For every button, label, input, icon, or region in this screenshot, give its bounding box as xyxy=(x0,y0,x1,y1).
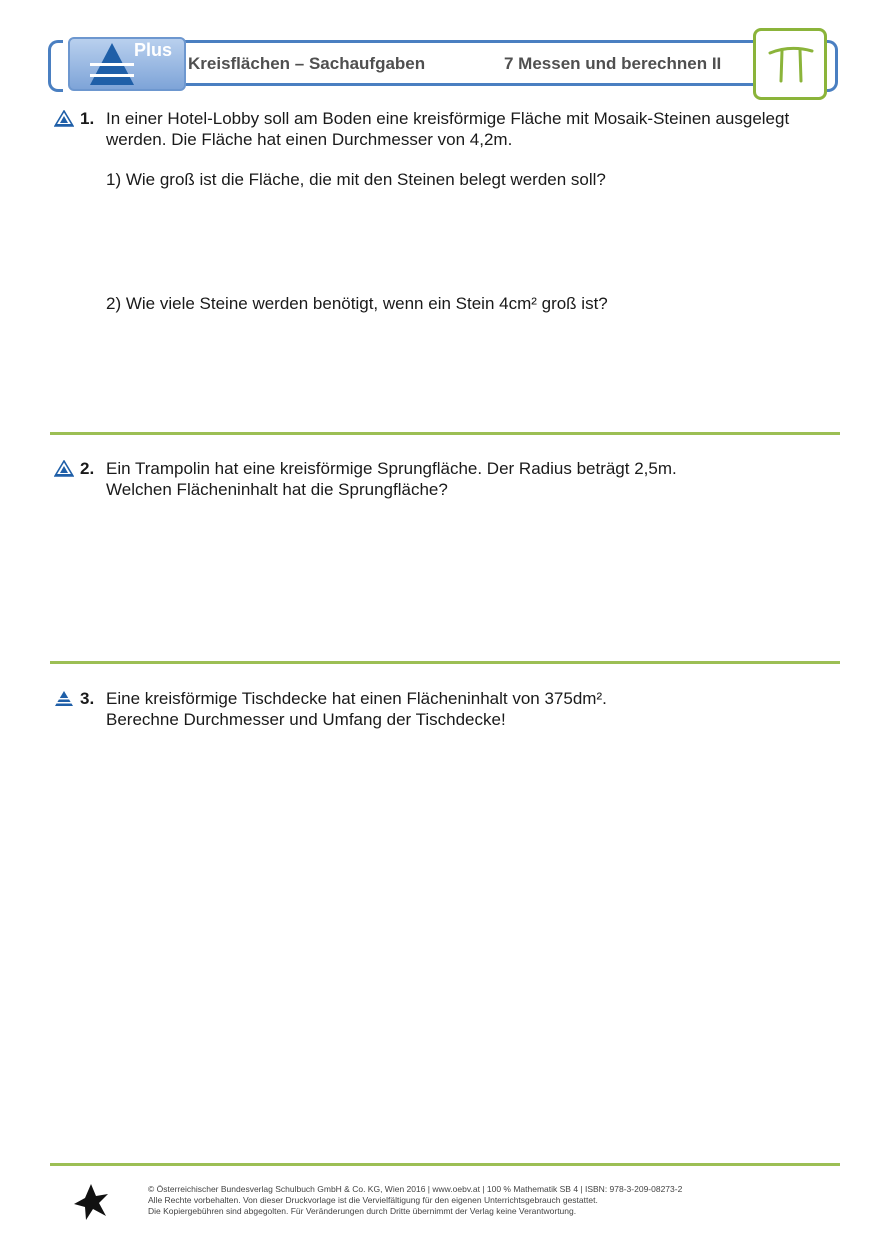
pi-badge xyxy=(753,28,827,100)
task-text xyxy=(106,108,846,150)
task-text-line: werden. Die Fläche hat einen Durchmesser von 4,2m. xyxy=(106,130,513,149)
task-number: 1. xyxy=(80,109,95,128)
plus-logo xyxy=(68,37,186,91)
publisher-logo-icon xyxy=(72,1182,110,1222)
task-text-line: Berechne Durchmesser und Umfang der Tischdecke! xyxy=(106,710,506,729)
task-text xyxy=(106,458,846,500)
pi-icon xyxy=(756,31,824,97)
task-text xyxy=(106,688,846,730)
pyramid-outline-icon xyxy=(54,460,74,477)
header-bar xyxy=(48,40,838,88)
task-1-question-1: 1) Wie groß ist die Fläche, die mit den Steinen belegt werden soll? xyxy=(106,170,606,189)
pyramid-outline-icon xyxy=(54,110,74,127)
footer-line: © Österreichischer Bundesverlag Schulbuch GmbH & Co. KG, Wien 2016 | www.oebv.at | 100 % Mathematik SB 4 | ISBN: 978-3-209-08273-2 xyxy=(148,1184,683,1194)
task-text-line: Ein Trampolin hat eine kreisförmige Sprungfläche. Der Radius beträgt 2,5m. xyxy=(106,459,677,478)
pyramid-filled-icon xyxy=(54,690,74,707)
task-text-line: In einer Hotel-Lobby soll am Boden eine kreisförmige Fläche mit Mosaik-Steinen ausgelegt xyxy=(106,109,790,128)
header-rule-top xyxy=(183,40,758,43)
page-title: Kreisflächen – Sachaufgaben xyxy=(188,54,426,73)
header-bracket-left xyxy=(48,40,63,92)
task-1-question-2: 2) Wie viele Steine werden benötigt, wenn ein Stein 4cm² groß ist? xyxy=(106,294,608,313)
footer-divider xyxy=(50,1163,840,1166)
task-text-line: Welchen Flächeninhalt hat die Sprungfläche? xyxy=(106,480,448,499)
footer-line: Die Kopiergebühren sind abgegolten. Für Veränderungen durch Dritte übernimmt der Verlag keine Verantwortung. xyxy=(148,1206,577,1216)
task-number: 3. xyxy=(80,689,95,708)
section-divider xyxy=(50,432,840,435)
chapter-title: 7 Messen und berechnen II xyxy=(504,54,722,73)
header-rule-bottom xyxy=(183,83,758,86)
footer-line: Alle Rechte vorbehalten. Von dieser Druckvorlage ist die Vervielfältigung für den eigenen Unterrichtsgebrauch gestattet. xyxy=(148,1195,598,1205)
task-text-line: Eine kreisförmige Tischdecke hat einen Flächeninhalt von 375dm². xyxy=(106,689,607,708)
logo-text: Plus xyxy=(133,40,172,60)
section-divider xyxy=(50,661,840,664)
task-number: 2. xyxy=(80,459,95,478)
footer-copyright xyxy=(148,1184,682,1217)
